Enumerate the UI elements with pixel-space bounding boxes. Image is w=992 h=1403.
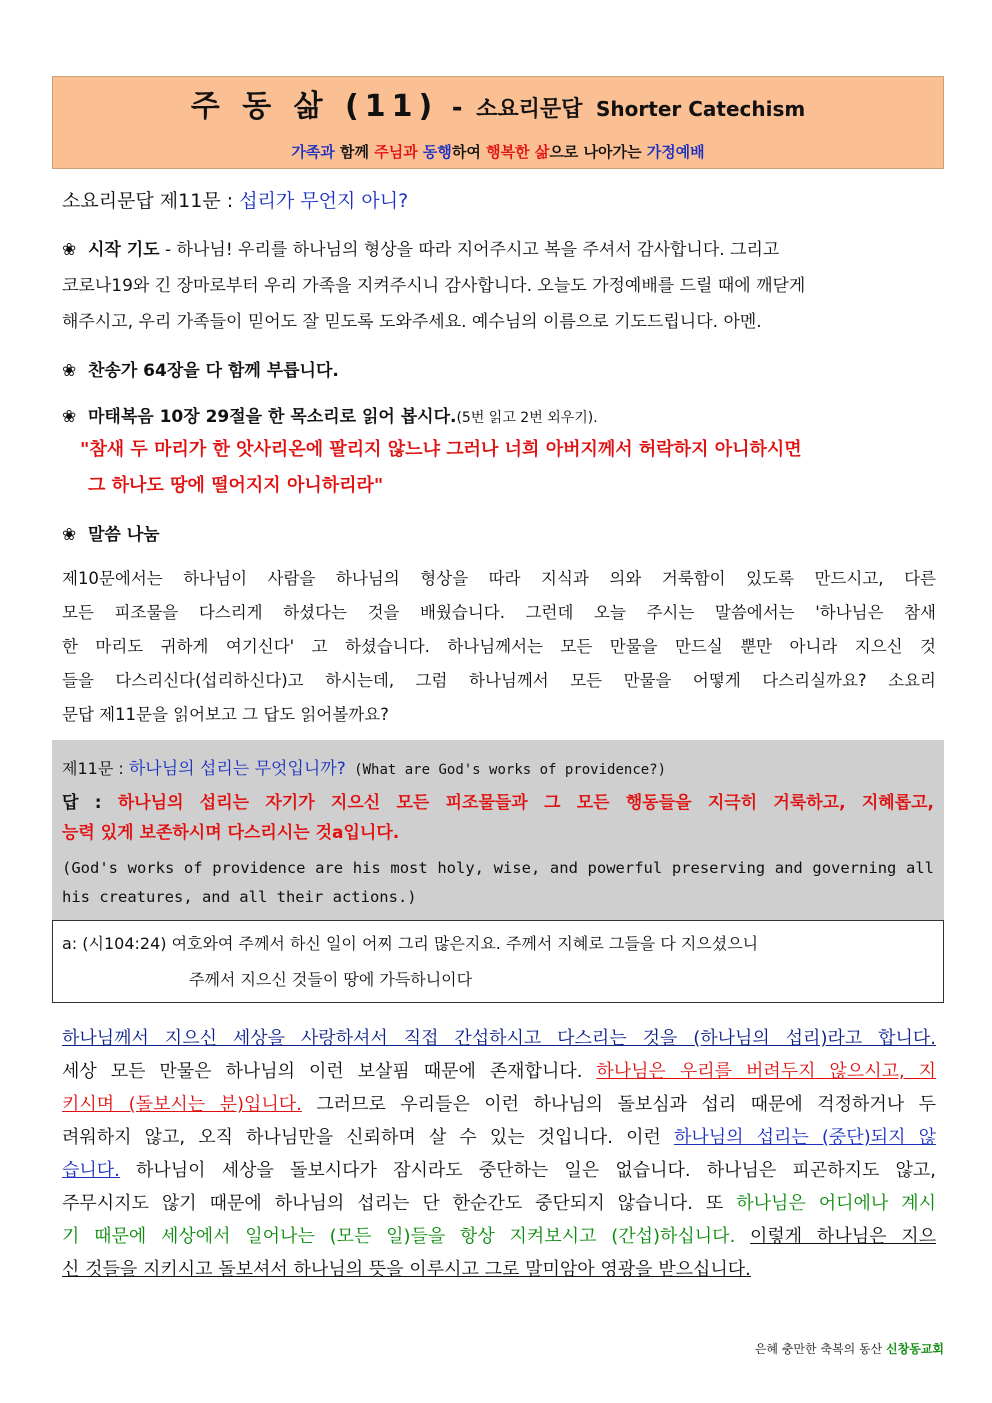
footer-text: 은혜 충만한 축복의 동산 [754,1342,887,1356]
catechism-answer-line: 하나님의 섭리는 자기가 지으신 모든 피조물들과 그 모든 행동들을 지극히 거룩하고, 지혜롭고, [117,793,934,813]
closing-highlight: 하나님의 섭리는 (중단)되지 않 [673,1127,936,1148]
catechism-answer-line: 능력 있게 보존하시며 다스리시는 것a입니다. [62,823,400,843]
closing-text: 하나님께서 지으신 세상을 사랑하셔서 직접 간섭하시고 다스리는 것을 (하나님의 섭리)라고 합니다. [62,1028,936,1049]
title-dash: - [451,93,463,123]
subtitle-segment: 하여 [451,143,487,161]
flower-bullet-icon: ❀ [62,240,77,260]
closing-text: 하나님이 세상을 돌보시다가 잠시라도 중단하는 일은 없습니다. 하나님은 피곤하지도 않고, [119,1160,936,1181]
reference-box [52,920,944,1003]
closing-text: 려워하지 않고, 오직 하나님만을 신뢰하며 살 수 있는 것입니다. 이런 [62,1127,674,1148]
subtitle-segment: 함께 [340,143,375,161]
catechism-q-prefix: 제11문 : [62,759,129,778]
flower-bullet-icon: ❀ [62,407,77,427]
closing-highlight: 하나님은 우리를 버려두지 않으시고, 지 [596,1061,936,1082]
sharing-paragraph [62,562,936,732]
opening-prayer-section [62,232,936,340]
catechism-question-line [62,186,408,213]
sharing-line: 제10문에서는 하나님이 사람을 하나님의 형상을 따라 지식과 의와 거룩함이 있도록 만드시고, 다른 [62,569,936,588]
opening-prayer-line: - 하나님! 우리를 하나님의 형상을 따라 지어주시고 복을 주셔서 감사합니다. 그리고 [159,240,780,260]
catechism-q-english: (What are God's works of providence?) [345,762,667,778]
catechism-a-prefix: 답 : [62,793,118,813]
subtitle-segment: 가정예배 [646,143,705,161]
closing-highlight: 기 때문에 세상에서 일어나는 (모든 일)들을 항상 지켜보시고 (간섭)하십니다. [62,1226,736,1247]
hymn-section [62,356,339,381]
closing-highlight: 키시며 (돌보시는 분)입니다. [62,1094,302,1115]
catechism-answer-english [62,854,934,912]
subtitle-segment: 삶 [534,143,550,161]
scripture-verse [80,432,802,504]
question-prefix: 소요리문답 제11문 : [62,190,240,212]
catechism-answer [62,788,934,848]
english-line: his creatures, and all their actions.) [62,888,417,906]
page-title [53,87,943,131]
reference-line: a: (시104:24) 여호와여 주께서 하신 일이 어찌 그리 많은지요. 주께서 지혜로 그들을 다 지으셨으니 [62,934,759,953]
closing-text: 주무시지도 않기 때문에 하나님의 섭리는 단 한순간도 중단되지 않습니다. 또 [62,1193,737,1214]
closing-highlight: 하나님은 어디에나 계시 [736,1193,936,1214]
subtitle-segment: 행복한 [486,143,535,161]
title-english: Shorter Catechism [596,97,806,121]
catechism-box [52,740,944,920]
scripture-note: (5번 읽고 2번 외우기). [456,410,598,426]
scripture-section [62,402,598,427]
sharing-line: 한 마리도 귀하게 여기신다' 고 하셨습니다. 하나님께서는 모든 만물을 만드실 뿐만 아니라 지으신 것 [62,637,936,656]
flower-bullet-icon: ❀ [62,525,77,545]
closing-highlight: 이렇게 하나님은 지으 [750,1226,936,1247]
opening-prayer-label: 시작 기도 [88,240,160,260]
verse-line: "참새 두 마리가 한 앗사리온에 팔리지 않느냐 그러나 너희 아버지께서 허락하지 아니하시면 [80,439,802,460]
sharing-label: 말씀 나눔 [88,525,160,545]
title-main: 주 동 삶 (11) [190,89,439,124]
closing-highlight: 습니다. [62,1160,120,1181]
sharing-line: 문답 제11문을 읽어보고 그 답도 읽어볼까요? [62,705,389,724]
closing-text [735,1226,750,1247]
catechism-q-korean: 하나님의 섭리는 무엇입니까? [128,759,346,779]
hymn-text: 찬송가 64장을 다 함께 부릅니다. [88,361,339,381]
footer [755,1340,944,1357]
flower-bullet-icon: ❀ [62,361,77,381]
closing-highlight: 신 것들을 지키시고 돌보셔서 하나님의 뜻을 이루시고 그로 말미암아 영광을 받으십니다. [62,1259,751,1280]
title-sub: 소요리문답 [476,97,583,122]
closing-text: 그러므로 우리들은 이런 하나님의 돌보심과 섭리 때문에 걱정하거나 두 [301,1094,936,1115]
english-line: (God's works of providence are his most holy, wise, and powerful preserving and governing all [62,859,934,877]
opening-prayer-line: 해주시고, 우리 가족들이 믿어도 잘 믿도록 도와주세요. 예수님의 이름으로 기도드립니다. 아멘. [62,312,762,332]
scripture-instruction: 마태복음 10장 29절을 한 목소리로 읽어 봅시다. [88,407,457,427]
subtitle-segment: 가족과 [291,143,341,161]
sharing-heading [62,520,160,545]
reference-line: 주께서 지으신 것들이 땅에 가득하니이다 [189,970,473,989]
church-name: 신창동교회 [886,1342,944,1356]
sharing-line: 들을 다스리신다(섭리하신다)고 하시는데, 그럼 하나님께서 모든 만물을 어떻게 다스리실까요? 소요리 [62,671,936,690]
catechism-question [62,754,666,779]
subtitle-segment: 주님과 [374,143,423,161]
page-subtitle [53,141,943,162]
opening-prayer-line: 코로나19와 긴 장마로부터 우리 가족을 지켜주시니 감사합니다. 오늘도 가정예배를 드릴 때에 깨닫게 [62,276,806,296]
header-banner [52,76,944,169]
closing-paragraph [62,1022,936,1286]
question-text: 섭리가 무언지 아니? [239,190,409,212]
subtitle-segment: 으로 나아가는 [549,143,647,161]
sharing-line: 모든 피조물을 다스리게 하셨다는 것을 배웠습니다. 그런데 오늘 주시는 말씀에서는 '하나님은 참새 [62,603,936,622]
subtitle-segment: 동행 [422,143,452,161]
closing-text: 세상 모든 만물은 하나님의 이런 보살핌 때문에 존재합니다. [62,1061,597,1082]
verse-line: 그 하나도 땅에 떨어지지 아니하리라" [88,475,384,496]
